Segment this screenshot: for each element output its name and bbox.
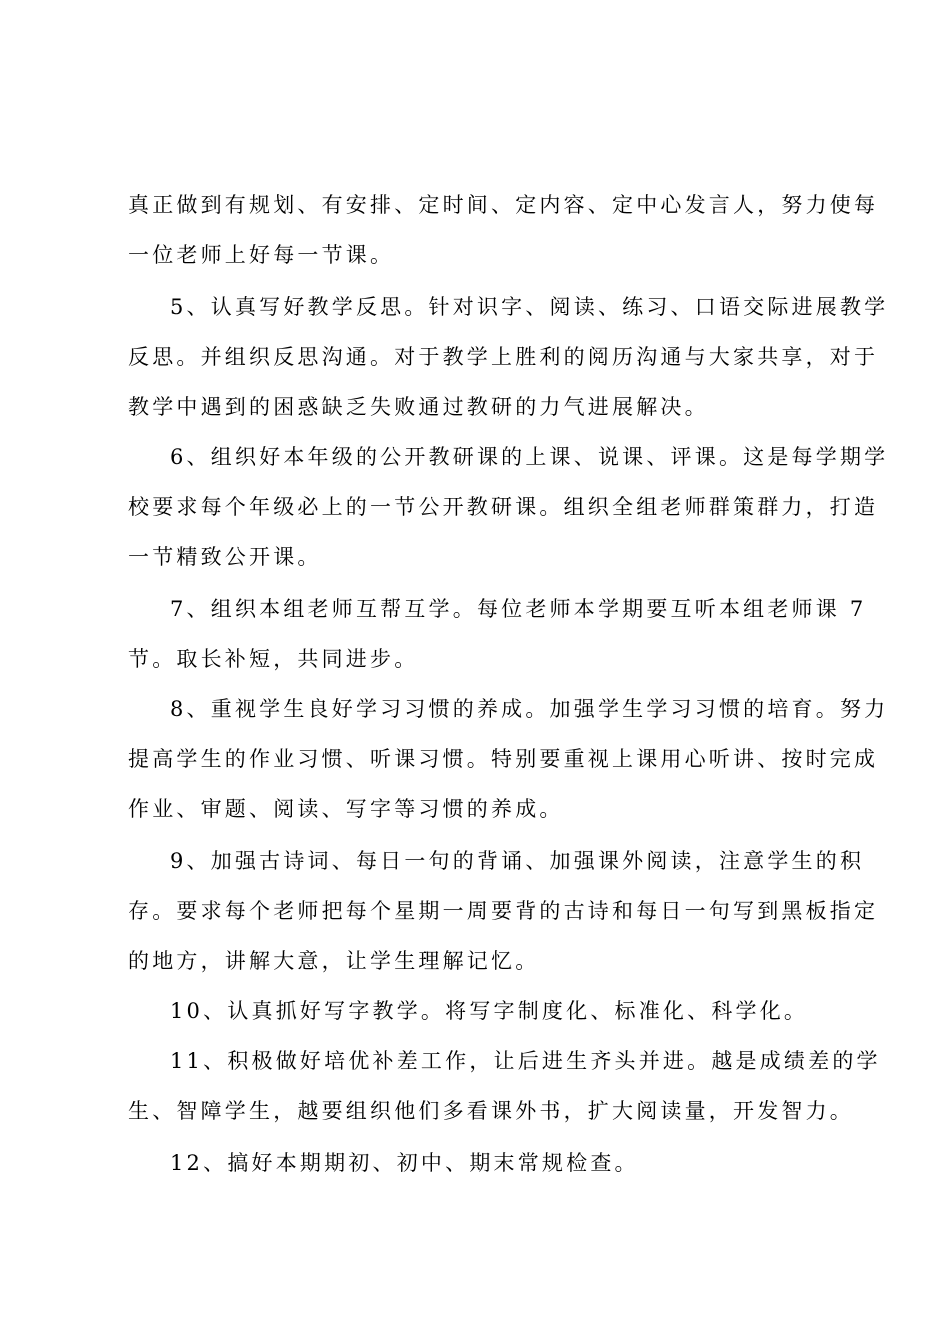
text-line: 一节精致公开课。 xyxy=(128,545,322,569)
text-line: 的地方，讲解大意，让学生理解记忆。 xyxy=(128,949,540,973)
text-line: 8、重视学生良好学习习惯的养成。加强学生学习习惯的培育。努力 xyxy=(170,697,889,721)
text-line: 提高学生的作业习惯、听课习惯。特别要重视上课用心听讲、按时完成 xyxy=(128,747,879,771)
text-line: 生、智障学生，越要组织他们多看课外书，扩大阅读量，开发智力。 xyxy=(128,1099,854,1123)
text-line: 教学中遇到的困惑缺乏失败通过教研的力气进展解决。 xyxy=(128,395,709,419)
text-line: 作业、审题、阅读、写字等习惯的养成。 xyxy=(128,797,564,821)
text-line: 12、搞好本期期初、初中、期末常规检查。 xyxy=(170,1151,639,1175)
text-line: 7、组织本组老师互帮互学。每位老师本学期要互听本组老师课 7 xyxy=(170,597,867,621)
text-line: 真正做到有规划、有安排、定时间、定内容、定中心发言人，努力使每 xyxy=(128,193,879,217)
text-line: 一位老师上好每一节课。 xyxy=(128,243,395,267)
text-line: 反思。并组织反思沟通。对于教学上胜利的阅历沟通与大家共享，对于 xyxy=(128,345,879,369)
text-line: 校要求每个年级必上的一节公开教研课。组织全组老师群策群力，打造 xyxy=(128,495,879,519)
text-line: 5、认真写好教学反思。针对识字、阅读、练习、口语交际进展教学 xyxy=(170,295,889,319)
text-line: 存。要求每个老师把每个星期一周要背的古诗和每日一句写到黑板指定 xyxy=(128,899,879,923)
text-line: 9、加强古诗词、每日一句的背诵、加强课外阅读，注意学生的积 xyxy=(170,849,865,873)
text-line: 11、积极做好培优补差工作，让后进生齐头并进。越是成绩差的学 xyxy=(170,1049,881,1073)
text-line: 节。取长补短，共同进步。 xyxy=(128,647,419,671)
text-line: 6、组织好本年级的公开教研课的上课、说课、评课。这是每学期学 xyxy=(170,445,889,469)
text-line: 10、认真抓好写字教学。将写字制度化、标准化、科学化。 xyxy=(170,999,809,1023)
